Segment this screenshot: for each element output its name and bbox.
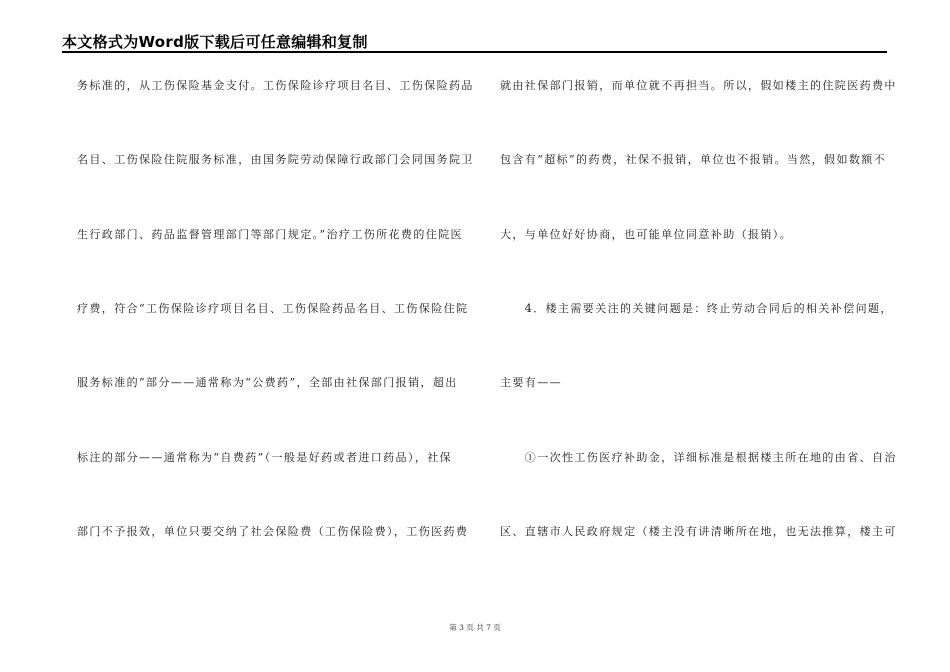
text-line: 疗费，符合“工伤保险诊疗项目名目、工伤保险药品名目、工伤保险住院 [77,302,469,315]
text-line: 务标准的，从工伤保险基金支付。工伤保险诊疗项目名目、工伤保险药品 [77,79,474,92]
text-line: 名目、工伤保险住院服务标准，由国务院劳动保障行政部门会同国务院卫 [77,153,474,166]
text-line: 服务标准的”部分——通常称为“公费药”，全部由社保部门报销，超出 [77,376,458,389]
text-line: 标注的部分——通常称为“自费药”（一般是好药或者进口药品），社保 [77,451,453,464]
text-line: 包含有“超标”的药费，社保不报销，单位也不报销。当然，假如数额不 [500,153,887,166]
document-header-title: 本文格式为Word版下载后可任意编辑和复制 [62,33,368,51]
text-line: 主要有—— [500,376,562,389]
header-divider [62,51,887,53]
text-line: 就由社保部门报销，而单位就不再担当。所以，假如楼主的住院医药费中 [500,79,897,92]
text-line: ①一次性工伤医疗补助金，详细标准是根据楼主所在地的由省、自治 [500,451,897,464]
text-line: 区、直辖市人民政府规定（楼主没有讲清晰所在地，也无法推算，楼主可 [500,525,897,538]
text-line: 部门不予报效，单位只要交纳了社会保险费（工伤保险费），工伤医药费 [77,525,469,538]
page-number: 第 3 页 共 7 页 [449,623,501,632]
text-line: 4．楼主需要关注的关键问题是：终止劳动合同后的相关补偿问题， [500,302,893,315]
text-line: 大，与单位好好协商，也可能单位同意补助（报销）。 [500,228,793,241]
text-line: 生行政部门、药品监督管理部门等部门规定。”治疗工伤所花费的住院医 [77,228,463,241]
